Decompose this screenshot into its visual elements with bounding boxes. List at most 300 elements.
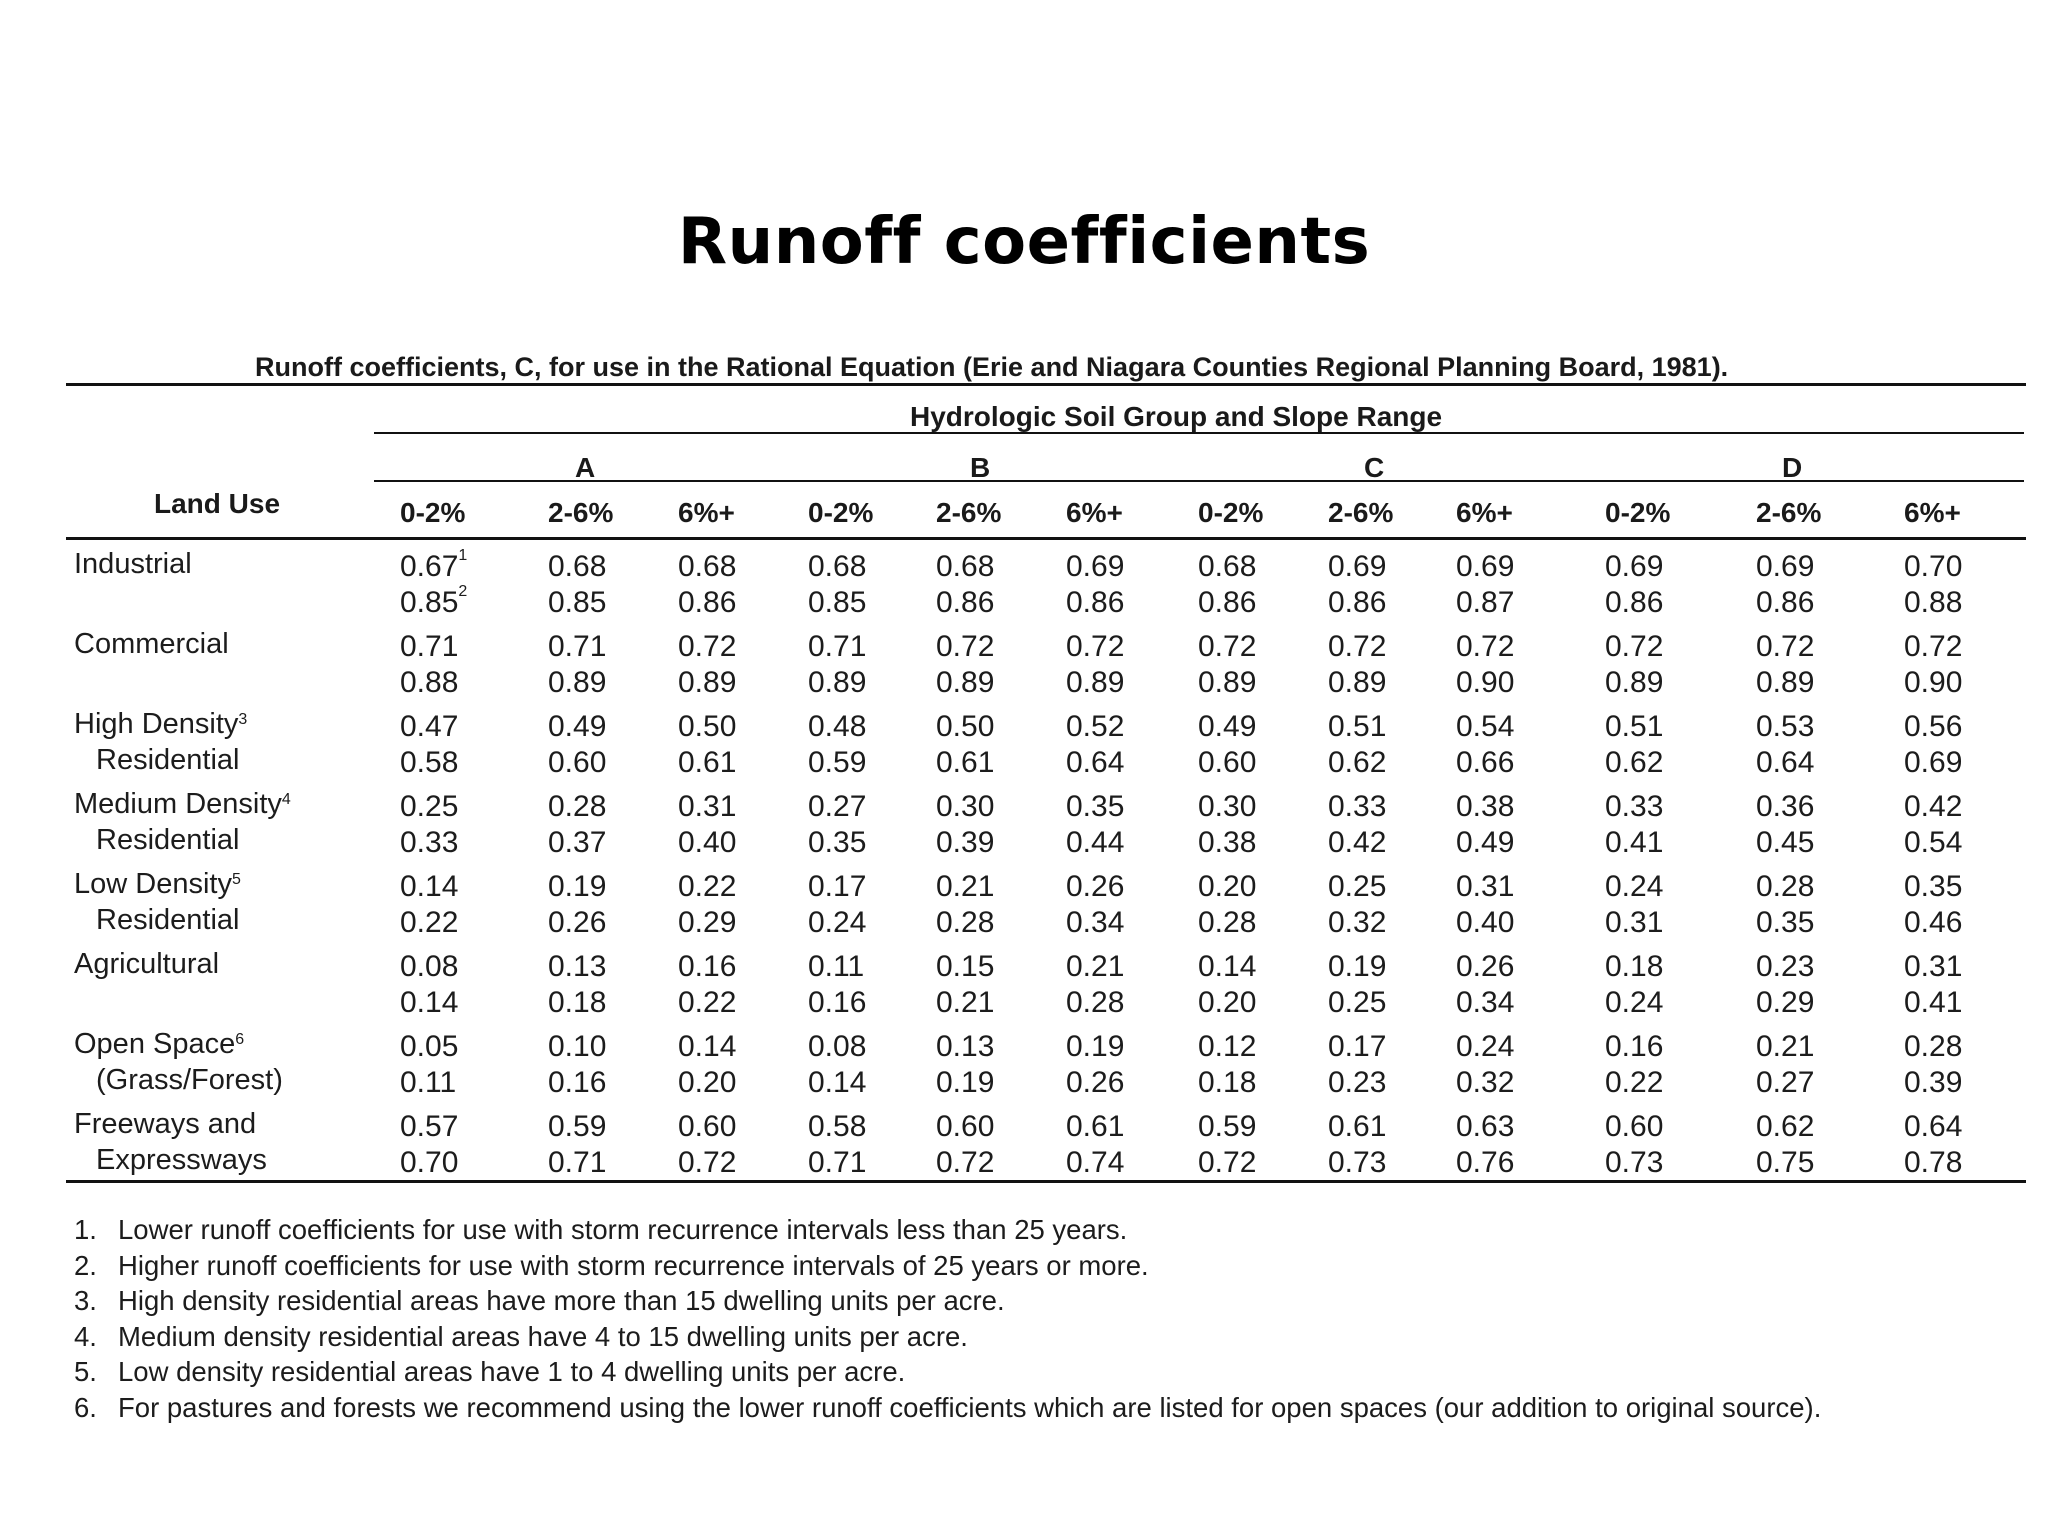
coef-low	[1605, 952, 1663, 982]
coef-low	[1456, 552, 1514, 582]
slope-header: 2-6%	[1756, 497, 1822, 528]
coef-value: 0.50	[678, 710, 737, 743]
coef-high	[1756, 668, 1814, 698]
coef-value: 0.14	[400, 870, 459, 903]
coef-value: 0.89	[678, 666, 737, 699]
coef-high	[400, 988, 458, 1018]
coef-value: 0.57	[400, 1110, 459, 1143]
coef-value: 0.71	[808, 1146, 867, 1179]
coef-high	[1198, 748, 1256, 778]
footnote-number: 2.	[74, 1249, 97, 1281]
coef-value: 0.87	[1456, 586, 1515, 619]
coef-value: 0.72	[1904, 630, 1963, 663]
coef-high	[1066, 588, 1124, 618]
coef-value: 0.32	[1328, 906, 1387, 939]
coef-high	[936, 988, 994, 1018]
footnote-number: 6.	[74, 1391, 97, 1423]
coef-value: 0.61	[1328, 1110, 1387, 1143]
coef-value: 0.62	[1756, 1110, 1815, 1143]
coef-low	[1756, 872, 1814, 902]
coef-value: 0.49	[548, 710, 607, 743]
coef-low	[936, 952, 994, 982]
coef-low	[936, 1112, 994, 1142]
coef-value: 0.22	[678, 870, 737, 903]
coef-value: 0.70	[1904, 550, 1963, 583]
coef-high	[1756, 828, 1814, 858]
coef-high	[1198, 988, 1256, 1018]
coef-value: 0.20	[1198, 986, 1257, 1019]
coef-value: 0.35	[1066, 790, 1125, 823]
soil-group-c: C	[1364, 452, 1385, 483]
coef-value: 0.71	[548, 630, 607, 663]
coef-low	[400, 632, 458, 662]
coef-low	[1605, 552, 1663, 582]
coef-value: 0.51	[1328, 710, 1387, 743]
coef-value: 0.35	[808, 826, 867, 859]
coef-value: 0.73	[1605, 1146, 1664, 1179]
coef-value: 0.17	[1328, 1030, 1387, 1063]
land-use-line1: High Density	[74, 708, 239, 740]
footnote-marker: 5	[231, 871, 241, 888]
bottom-rule	[66, 1180, 2026, 1183]
coef-value: 0.18	[1605, 950, 1664, 983]
coef-value: 0.49	[1456, 826, 1515, 859]
footnote-text: Medium density residential areas have 4 to 15 dwelling units per acre.	[118, 1320, 968, 1352]
coef-value: 0.17	[808, 870, 867, 903]
coef-value: 0.86	[1605, 586, 1664, 619]
coef-low	[678, 632, 736, 662]
footnote-number: 4.	[74, 1320, 97, 1352]
coef-low	[1328, 1032, 1386, 1062]
soil-group-a: A	[575, 452, 596, 483]
coef-value: 0.11	[400, 1066, 457, 1099]
slope-header: 0-2%	[400, 497, 466, 528]
coef-value: 0.68	[936, 550, 995, 583]
coef-low	[1756, 792, 1814, 822]
coef-high	[1328, 588, 1386, 618]
coef-value: 0.31	[678, 790, 737, 823]
soil-group-b: B	[970, 452, 991, 483]
footnote	[74, 1319, 2038, 1355]
coef-value: 0.72	[936, 1146, 995, 1179]
coef-low	[678, 872, 736, 902]
land-use-label	[74, 546, 192, 582]
coef-value: 0.19	[1328, 950, 1387, 983]
coef-value: 0.25	[1328, 986, 1387, 1019]
coef-low	[808, 872, 866, 902]
coef-low	[808, 1112, 866, 1142]
coef-low	[1198, 872, 1256, 902]
coef-value: 0.71	[548, 1146, 607, 1179]
coef-high	[1904, 748, 1962, 778]
coef-value: 0.49	[1198, 710, 1257, 743]
coef-high	[1605, 908, 1663, 938]
coef-value: 0.69	[1605, 550, 1664, 583]
coef-value: 0.41	[1904, 986, 1963, 1019]
slope-header: 6%+	[1066, 497, 1123, 528]
coef-high	[1904, 1068, 1962, 1098]
footnote-number: 3.	[74, 1285, 97, 1316]
coef-value: 0.64	[1904, 1110, 1963, 1143]
coef-high	[1198, 1068, 1256, 1098]
footnote-marker: 2	[458, 583, 468, 600]
coef-value: 0.28	[1756, 870, 1815, 903]
coef-low	[1756, 552, 1814, 582]
coef-low	[678, 712, 736, 742]
coef-value: 0.31	[1456, 870, 1515, 903]
coef-value: 0.22	[678, 986, 737, 1019]
coef-low	[1066, 872, 1124, 902]
land-use-line1: Medium Density	[74, 788, 282, 820]
coef-value: 0.69	[1904, 746, 1963, 779]
land-use-line1: Commercial	[74, 628, 229, 660]
coef-low	[400, 1112, 458, 1142]
coef-high	[1605, 668, 1663, 698]
coef-value: 0.88	[400, 666, 459, 699]
subgroup-rule	[374, 480, 2024, 482]
coef-value: 0.54	[1456, 710, 1515, 743]
coef-value: 0.34	[1066, 906, 1125, 939]
coef-value: 0.45	[1756, 826, 1815, 859]
coef-value: 0.40	[678, 826, 737, 859]
coef-value: 0.69	[1756, 550, 1815, 583]
coef-value: 0.19	[936, 1066, 995, 1099]
coef-low	[548, 552, 606, 582]
coef-value: 0.71	[808, 630, 867, 663]
coef-value: 0.60	[936, 1110, 995, 1143]
coef-low	[1756, 1112, 1814, 1142]
coef-value: 0.26	[1066, 870, 1125, 903]
coef-value: 0.29	[1756, 986, 1815, 1019]
coef-low	[936, 872, 994, 902]
coef-value: 0.67	[400, 550, 459, 583]
coef-high	[1904, 988, 1962, 1018]
coef-value: 0.88	[1904, 586, 1963, 619]
coef-low	[400, 872, 458, 902]
coef-high	[678, 668, 736, 698]
coef-value: 0.24	[808, 906, 867, 939]
coef-value: 0.20	[1198, 870, 1257, 903]
coef-high	[936, 1068, 994, 1098]
coef-value: 0.59	[808, 746, 867, 779]
coef-value: 0.15	[936, 950, 995, 983]
coef-value: 0.26	[1066, 1066, 1125, 1099]
land-use-label	[74, 786, 291, 858]
coef-low	[1756, 952, 1814, 982]
coef-high	[1756, 988, 1814, 1018]
group-rule	[374, 432, 2024, 434]
footnote-text: Low density residential areas have 1 to 4 dwelling units per acre.	[118, 1356, 906, 1387]
coef-value: 0.39	[936, 826, 995, 859]
coef-high	[808, 988, 866, 1018]
coef-value: 0.16	[808, 986, 867, 1019]
coef-high	[1605, 1148, 1663, 1178]
coef-low	[1756, 1032, 1814, 1062]
coef-value: 0.33	[1605, 790, 1664, 823]
coef-value: 0.78	[1904, 1146, 1963, 1179]
coef-value: 0.18	[548, 986, 607, 1019]
coef-value: 0.14	[400, 986, 459, 1019]
coef-value: 0.40	[1456, 906, 1515, 939]
coef-high	[1456, 1068, 1514, 1098]
coef-value: 0.64	[1756, 746, 1815, 779]
coef-low	[1328, 712, 1386, 742]
land-use-label	[74, 946, 219, 982]
coef-high	[548, 588, 606, 618]
coef-value: 0.72	[936, 630, 995, 663]
coef-value: 0.61	[1066, 1110, 1125, 1143]
coef-value: 0.85	[400, 586, 459, 619]
coef-value: 0.27	[1756, 1066, 1815, 1099]
coef-high	[400, 1068, 456, 1098]
coef-low	[678, 1112, 736, 1142]
coef-value: 0.63	[1456, 1110, 1515, 1143]
coef-high	[1605, 1068, 1663, 1098]
coef-value: 0.51	[1605, 710, 1664, 743]
footnote-text: Higher runoff coefficients for use with storm recurrence intervals of 25 years or more.	[118, 1249, 1149, 1281]
coef-low	[1904, 952, 1962, 982]
land-use-line1: Freeways and	[74, 1108, 257, 1140]
coef-low	[1904, 792, 1962, 822]
coef-value: 0.69	[1456, 550, 1515, 583]
soil-group-header: Hydrologic Soil Group and Slope Range	[910, 401, 1443, 432]
coef-low	[1605, 1032, 1663, 1062]
coef-value: 0.32	[1456, 1066, 1515, 1099]
coef-value: 0.21	[1756, 1030, 1815, 1063]
footnote	[74, 1354, 2038, 1390]
land-use-line1: Open Space	[74, 1028, 236, 1060]
coef-high	[548, 748, 606, 778]
coef-low	[936, 1032, 994, 1062]
coef-value: 0.23	[1328, 1066, 1387, 1099]
soil-group-d: D	[1782, 452, 1803, 483]
coef-value: 0.60	[548, 746, 607, 779]
coef-value: 0.89	[1605, 666, 1664, 699]
coef-high	[808, 1068, 866, 1098]
coef-high	[1198, 908, 1256, 938]
coef-value: 0.26	[548, 906, 607, 939]
coef-value: 0.72	[1198, 1146, 1257, 1179]
coef-high	[1328, 748, 1386, 778]
coef-low	[1605, 1112, 1663, 1142]
coef-high	[1605, 588, 1663, 618]
coef-low	[1328, 792, 1386, 822]
coef-value: 0.72	[1328, 630, 1387, 663]
coef-value: 0.24	[1456, 1030, 1515, 1063]
coef-low	[1328, 552, 1386, 582]
coef-high	[1456, 588, 1514, 618]
coef-high	[1456, 668, 1514, 698]
coef-low	[1066, 952, 1124, 982]
coef-high	[1904, 1148, 1962, 1178]
coef-high	[1904, 908, 1962, 938]
coef-high	[1904, 668, 1962, 698]
coef-high	[1198, 588, 1256, 618]
coef-low	[1605, 712, 1663, 742]
coef-value: 0.61	[678, 746, 737, 779]
coef-low	[1904, 632, 1962, 662]
land-use-line2: Residential	[96, 904, 240, 936]
coef-value: 0.38	[1198, 826, 1257, 859]
coef-low	[1198, 1032, 1256, 1062]
coef-low	[548, 712, 606, 742]
coef-low	[1456, 1112, 1514, 1142]
footnote-number: 1.	[74, 1214, 97, 1245]
coef-high	[1066, 1148, 1124, 1178]
coef-low	[808, 632, 866, 662]
coef-value: 0.89	[548, 666, 607, 699]
coef-low	[1605, 872, 1663, 902]
coef-high	[808, 908, 866, 938]
coef-high	[1328, 668, 1386, 698]
coef-high	[400, 748, 458, 778]
coef-low	[1066, 1032, 1124, 1062]
footnote	[74, 1248, 2038, 1284]
coef-value: 0.29	[678, 906, 737, 939]
coef-value: 0.28	[548, 790, 607, 823]
coef-value: 0.21	[936, 870, 995, 903]
land-use-line2: Expressways	[96, 1144, 267, 1176]
coef-high	[548, 828, 606, 858]
coef-value: 0.27	[808, 790, 867, 823]
coef-high	[678, 1068, 736, 1098]
coef-high	[1756, 908, 1814, 938]
coef-low	[400, 952, 458, 982]
coef-low	[808, 712, 866, 742]
coef-value: 0.85	[548, 586, 607, 619]
coef-high	[548, 1068, 606, 1098]
coef-high	[936, 1148, 994, 1178]
coef-value: 0.35	[1904, 870, 1963, 903]
coef-low	[1904, 872, 1962, 902]
coef-value: 0.33	[1328, 790, 1387, 823]
coef-value: 0.62	[1605, 746, 1664, 779]
coef-low	[808, 792, 866, 822]
coef-low	[936, 632, 994, 662]
coef-value: 0.59	[548, 1110, 607, 1143]
coef-low	[678, 952, 736, 982]
coef-low	[1456, 792, 1514, 822]
coef-value: 0.60	[1605, 1110, 1664, 1143]
coef-value: 0.58	[808, 1110, 867, 1143]
coef-low	[678, 1032, 736, 1062]
slope-header: 0-2%	[1198, 497, 1264, 528]
coef-value: 0.85	[808, 586, 867, 619]
footnote-marker: 6	[235, 1031, 245, 1048]
coef-low	[936, 712, 994, 742]
coef-value: 0.73	[1328, 1146, 1387, 1179]
coef-low	[400, 1032, 458, 1062]
coef-high	[936, 908, 994, 938]
coef-high	[1456, 988, 1514, 1018]
coef-low	[1904, 712, 1962, 742]
coef-low	[1456, 872, 1514, 902]
footnote-marker: 3	[238, 711, 248, 728]
coef-high	[1198, 668, 1256, 698]
coef-high	[1328, 908, 1386, 938]
coef-high	[1328, 988, 1386, 1018]
slope-header: 2-6%	[936, 497, 1002, 528]
coef-value: 0.69	[1328, 550, 1387, 583]
coef-value: 0.58	[400, 746, 459, 779]
coef-high	[808, 588, 866, 618]
coef-high	[400, 583, 468, 619]
coef-high	[400, 908, 458, 938]
coef-high	[1066, 988, 1124, 1018]
coef-value: 0.19	[1066, 1030, 1125, 1063]
coef-value: 0.28	[936, 906, 995, 939]
coef-value: 0.48	[808, 710, 867, 743]
footnote-text: For pastures and forests we recommend using the lower runoff coefficients which are listed for open spaces (our addition to original source).	[118, 1391, 1822, 1423]
coef-value: 0.86	[1198, 586, 1257, 619]
coef-value: 0.90	[1904, 666, 1963, 699]
coef-low	[1066, 552, 1124, 582]
coef-value: 0.23	[1756, 950, 1815, 983]
slope-header: 6%+	[678, 497, 735, 528]
coef-value: 0.08	[400, 950, 459, 983]
coef-value: 0.72	[1066, 630, 1125, 663]
coef-high	[1756, 1148, 1814, 1178]
header-rule	[66, 537, 2026, 540]
coef-low	[808, 552, 866, 582]
coef-high	[548, 988, 606, 1018]
coef-high	[678, 1148, 736, 1178]
coef-low	[1198, 552, 1256, 582]
coef-low	[1904, 1032, 1962, 1062]
coef-high	[678, 908, 736, 938]
coef-value: 0.69	[1066, 550, 1125, 583]
coef-value: 0.64	[1066, 746, 1125, 779]
coef-low	[1456, 712, 1514, 742]
footnote	[74, 1212, 2038, 1248]
coef-value: 0.66	[1456, 746, 1515, 779]
coef-value: 0.14	[808, 1066, 867, 1099]
footnote-text: High density residential areas have more than 15 dwelling units per acre.	[118, 1285, 1005, 1316]
coef-high	[1066, 908, 1124, 938]
coef-value: 0.26	[1456, 950, 1515, 983]
coef-value: 0.72	[1605, 630, 1664, 663]
slope-header: 0-2%	[808, 497, 874, 528]
coef-value: 0.28	[1198, 906, 1257, 939]
coef-low	[1066, 792, 1124, 822]
coef-low	[1456, 1032, 1514, 1062]
coef-high	[1066, 668, 1124, 698]
coef-value: 0.54	[1904, 826, 1963, 859]
coef-high	[1756, 1068, 1814, 1098]
coef-high	[1904, 588, 1962, 618]
coef-low	[1198, 1112, 1256, 1142]
coef-value: 0.61	[936, 746, 995, 779]
coef-value: 0.89	[1066, 666, 1125, 699]
coef-value: 0.30	[936, 790, 995, 823]
coef-value: 0.22	[1605, 1066, 1664, 1099]
coef-value: 0.89	[1756, 666, 1815, 699]
coef-high	[936, 748, 994, 778]
coef-value: 0.72	[1756, 630, 1815, 663]
coef-high	[1328, 828, 1386, 858]
slide-title: Runoff coefficients	[677, 205, 1371, 279]
coef-value: 0.16	[1605, 1030, 1664, 1063]
coef-value: 0.71	[400, 630, 459, 663]
coef-high	[1066, 1068, 1124, 1098]
land-use-line2: Residential	[96, 824, 240, 856]
coef-value: 0.72	[678, 630, 737, 663]
coef-low	[548, 872, 606, 902]
footnote	[74, 1390, 2038, 1426]
coef-high	[1198, 1148, 1256, 1178]
slope-header: 0-2%	[1605, 497, 1671, 528]
coef-value: 0.86	[1328, 586, 1387, 619]
